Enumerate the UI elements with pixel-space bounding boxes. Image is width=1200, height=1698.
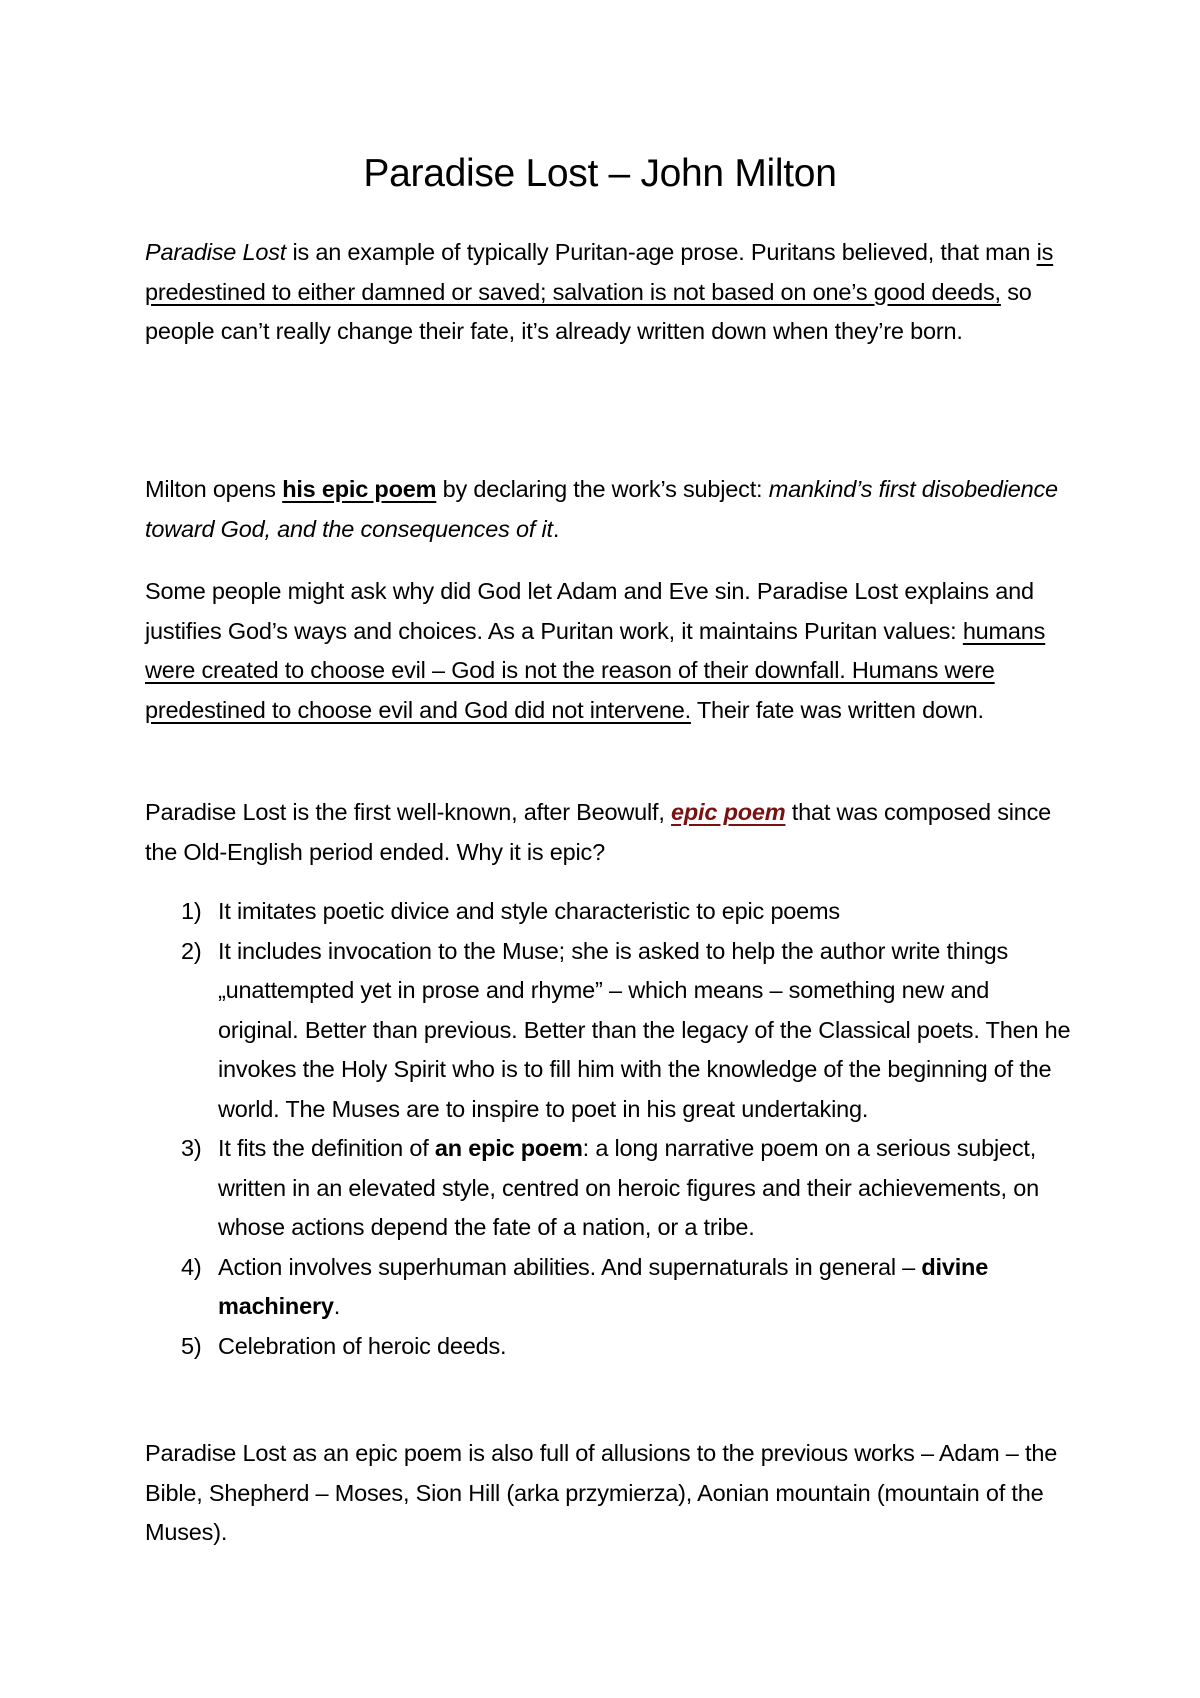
work-title-italic: Paradise Lost bbox=[145, 239, 287, 265]
text-run: . bbox=[333, 1293, 341, 1319]
underlined-text: is predestined to either damned or saved; salvation is not based on one’s good deeds, bbox=[145, 239, 1054, 305]
text-run: Paradise Lost is the first well-known, after Beowulf, bbox=[145, 799, 672, 825]
text-run: so people can’t really change their fate, it’s already written down when they’re born. bbox=[145, 278, 1032, 344]
text-run: . bbox=[552, 515, 560, 542]
emphasis-text: epic poem bbox=[671, 799, 786, 825]
text-run: Milton opens bbox=[145, 476, 283, 502]
list-number: 4) bbox=[181, 1253, 202, 1280]
text-run: : a long narrative poem on a serious subject, written in an elevated style, centred on heroic figures and their achievements, on whose actions depend the fate of a nation, or a tribe. bbox=[218, 1135, 1039, 1240]
text-run: Action involves superhuman abilities. And supernaturals in general – bbox=[218, 1253, 922, 1280]
bold-underlined-text: his epic poem bbox=[282, 476, 437, 502]
text-run: that was composed since the Old-English period ended. Why it is epic? bbox=[145, 799, 1052, 865]
list-item bbox=[145, 932, 1075, 1130]
text-run: Some people might ask why did God let Adam and Eve sin. Paradise Lost explains and justifies God’s ways and choices. As a Puritan work, it maintains Puritan values: bbox=[145, 578, 1034, 644]
underlined-text: humans were created to choose evil – God is not the reason of their downfall. Humans were predestined to choose evil and God did not intervene. bbox=[145, 617, 1046, 723]
text-run: It fits the definition of bbox=[218, 1135, 435, 1161]
page-title: Paradise Lost – John Milton bbox=[363, 152, 837, 195]
text-run: is an example of typically Puritan-age prose. Puritans believed, that man bbox=[286, 239, 1037, 265]
paragraph-epic bbox=[145, 793, 1075, 872]
paragraph-puritan bbox=[145, 233, 1075, 352]
list-number: 3) bbox=[181, 1135, 202, 1161]
list-number: 2) bbox=[181, 937, 202, 964]
paragraph-allusions: Paradise Lost as an epic poem is also full of allusions to the previous works – Adam – the Bible, Shepherd – Moses, Sion Hill (arka przymierza), Aonian mountain (mountain of the Muses). bbox=[145, 1440, 1058, 1545]
text-run: Their fate was written down. bbox=[690, 696, 984, 723]
bold-text: an epic poem bbox=[434, 1135, 583, 1161]
list-item bbox=[145, 1129, 1075, 1248]
italic-text: mankind’s first disobedience toward God, and the consequences of it bbox=[145, 476, 1058, 542]
list-item-text: Celebration of heroic deeds. bbox=[218, 1332, 507, 1359]
bold-text: divine machinery bbox=[218, 1253, 989, 1319]
paragraph-justification bbox=[145, 572, 1075, 730]
list-item-text: It includes invocation to the Muse; she is asked to help the author write things „unattempted yet in prose and rhyme” – which means – something new and original. Better than previous. Better than the legacy of the Classical poets. Then he invokes the Holy Spirit who is to fill him with the knowledge of the beginning of the world. The Muses are to inspire to poet in his great undertaking. bbox=[218, 937, 1071, 1122]
list-item bbox=[145, 1248, 1075, 1327]
paragraph-subject bbox=[145, 470, 1075, 549]
list-item-text: It imitates poetic divice and style characteristic to epic poems bbox=[218, 898, 840, 924]
list-item bbox=[145, 1327, 1075, 1367]
list-number: 1) bbox=[181, 898, 202, 924]
list-number: 5) bbox=[181, 1332, 202, 1359]
text-run: by declaring the work’s subject: bbox=[436, 476, 769, 502]
list-item bbox=[145, 892, 1075, 932]
epic-reasons-list bbox=[145, 892, 1075, 1366]
